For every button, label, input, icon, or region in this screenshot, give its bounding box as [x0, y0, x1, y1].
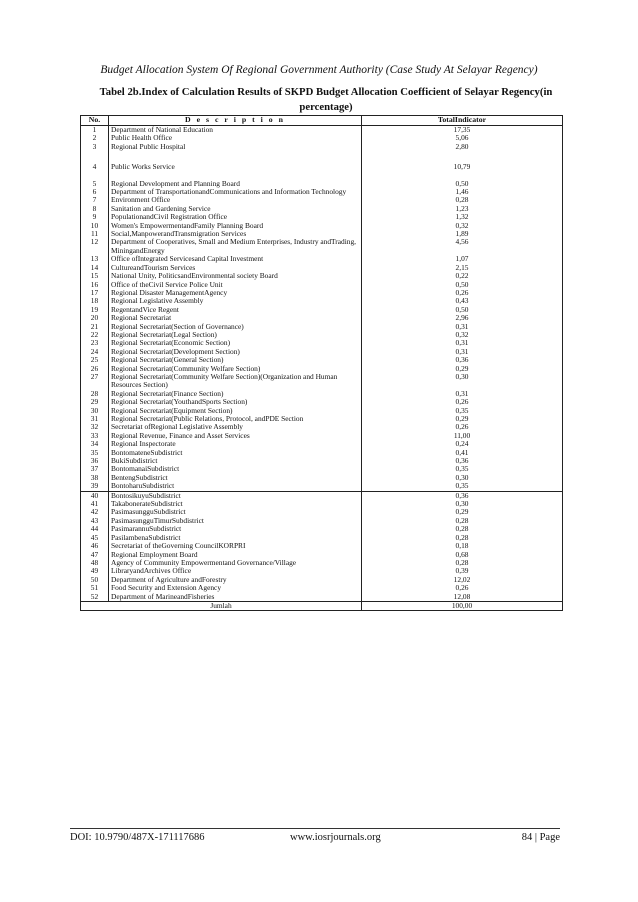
cell-val: 12,08	[362, 593, 563, 602]
cell-no: 24	[81, 348, 109, 356]
cell-desc: PasimarannuSubdistrict	[109, 525, 362, 533]
cell-no: 5	[81, 180, 109, 188]
table-row	[81, 163, 563, 179]
cell-val: 1,07	[362, 255, 563, 263]
cell-val: 11,00	[362, 432, 563, 440]
cell-no: 1	[81, 126, 109, 135]
cell-no: 34	[81, 440, 109, 448]
cell-desc: PasimasungguTimurSubdistrict	[109, 517, 362, 525]
cell-val: 1,32	[362, 213, 563, 221]
cell-desc: Regional Secretariat(Section of Governance)	[109, 323, 362, 331]
cell-val: 12,02	[362, 576, 563, 584]
cell-desc: Regional Public Hospital	[109, 143, 362, 163]
cell-no: 15	[81, 272, 109, 280]
cell-val: 0,50	[362, 306, 563, 314]
cell-no: 41	[81, 500, 109, 508]
cell-desc: TakabonerateSubdistrict	[109, 500, 362, 508]
cell-val: 17,35	[362, 126, 563, 135]
total-row	[81, 601, 563, 610]
cell-no: 37	[81, 465, 109, 473]
cell-val: 1,46	[362, 188, 563, 196]
cell-desc: Regional Disaster ManagementAgency	[109, 289, 362, 297]
cell-desc: Secretariat of theGoverning CouncilKORPRI	[109, 542, 362, 550]
cell-no: 27	[81, 373, 109, 390]
cell-val: 0,22	[362, 272, 563, 280]
cell-val: 0,29	[362, 508, 563, 516]
cell-no: 30	[81, 407, 109, 415]
cell-desc: PasilambenaSubdistrict	[109, 534, 362, 542]
cell-desc: Secretariat ofRegional Legislative Assembly	[109, 423, 362, 431]
cell-no: 6	[81, 188, 109, 196]
cell-val: 0,35	[362, 465, 563, 473]
cell-desc: Regional Secretariat(Economic Section)	[109, 339, 362, 347]
header-no: No.	[81, 116, 109, 126]
cell-val: 0,31	[362, 323, 563, 331]
cell-no: 16	[81, 281, 109, 289]
cell-val: 0,30	[362, 474, 563, 482]
cell-val: 0,28	[362, 517, 563, 525]
cell-no: 25	[81, 356, 109, 364]
cell-desc: Sanitation and Gardening Service	[109, 205, 362, 213]
cell-no: 18	[81, 297, 109, 305]
cell-val: 2,15	[362, 264, 563, 272]
cell-val: 0,41	[362, 449, 563, 457]
cell-desc: Regional Employment Board	[109, 551, 362, 559]
cell-desc: Social,ManpowerandTransmigration Services	[109, 230, 362, 238]
cell-no: 29	[81, 398, 109, 406]
cell-val: 0,31	[362, 348, 563, 356]
cell-no: 12	[81, 238, 109, 255]
cell-no: 13	[81, 255, 109, 263]
cell-desc: Public Health Office	[109, 134, 362, 142]
page-footer	[70, 828, 560, 843]
cell-val: 0,31	[362, 390, 563, 398]
cell-val: 0,35	[362, 482, 563, 491]
allocation-table	[80, 115, 563, 611]
cell-no: 9	[81, 213, 109, 221]
cell-no: 2	[81, 134, 109, 142]
cell-desc: CultureandTourism Services	[109, 264, 362, 272]
cell-val: 0,26	[362, 398, 563, 406]
cell-val: 0,29	[362, 415, 563, 423]
cell-no: 26	[81, 365, 109, 373]
cell-desc: Department of MarineandFisheries	[109, 593, 362, 602]
table-title: Tabel 2b.Index of Calculation Results of SKPD Budget Allocation Coefficient of Selayar Regency(in percentage)	[99, 86, 553, 113]
cell-desc: BontomanaiSubdistrict	[109, 465, 362, 473]
cell-val: 5,06	[362, 134, 563, 142]
cell-no: 32	[81, 423, 109, 431]
cell-desc: Regional Secretariat	[109, 314, 362, 322]
cell-val: 0,26	[362, 289, 563, 297]
cell-val: 0,32	[362, 331, 563, 339]
cell-desc: Public Works Service	[109, 163, 362, 179]
cell-desc: Regional Secretariat(Public Relations, Protocol, andPDE Section	[109, 415, 362, 423]
total-label: Jumlah	[81, 601, 362, 610]
cell-desc: Office ofIntegrated Servicesand Capital Investment	[109, 255, 362, 263]
cell-no: 40	[81, 491, 109, 500]
cell-desc: LibraryandArchives Office	[109, 567, 362, 575]
cell-val: 0,26	[362, 584, 563, 592]
cell-desc: Office of theCivil Service Police Unit	[109, 281, 362, 289]
cell-desc: Food Security and Extension Agency	[109, 584, 362, 592]
cell-no: 7	[81, 196, 109, 204]
cell-no: 44	[81, 525, 109, 533]
table-row	[81, 143, 563, 163]
cell-desc: Regional Secretariat(Community Welfare Section)	[109, 365, 362, 373]
cell-no: 8	[81, 205, 109, 213]
cell-desc: Regional Development and Planning Board	[109, 180, 362, 188]
cell-val: 4,56	[362, 238, 563, 255]
table-row	[81, 482, 563, 491]
cell-val: 0,39	[362, 567, 563, 575]
cell-desc: PasimasungguSubdistrict	[109, 508, 362, 516]
cell-val: 2,96	[362, 314, 563, 322]
running-header: Budget Allocation System Of Regional Government Authority (Case Study At Selayar Regency)	[100, 64, 538, 76]
cell-val: 0,24	[362, 440, 563, 448]
cell-val: 2,80	[362, 143, 563, 163]
cell-val: 0,36	[362, 356, 563, 364]
cell-no: 36	[81, 457, 109, 465]
cell-val: 0,36	[362, 457, 563, 465]
cell-val: 0,28	[362, 196, 563, 204]
cell-no: 39	[81, 482, 109, 491]
cell-val: 0,35	[362, 407, 563, 415]
table-row	[81, 373, 563, 390]
cell-desc: BontoharuSubdistrict	[109, 482, 362, 491]
cell-no: 10	[81, 222, 109, 230]
cell-val: 0,31	[362, 339, 563, 347]
cell-val: 0,68	[362, 551, 563, 559]
cell-val: 10,79	[362, 163, 563, 179]
cell-desc: Department of Cooperatives, Small and Medium Enterprises, Industry andTrading, MiningandEnergy	[109, 238, 362, 255]
cell-desc: BontosikuyuSubdistrict	[109, 491, 362, 500]
cell-val: 0,26	[362, 423, 563, 431]
cell-no: 47	[81, 551, 109, 559]
cell-desc: Environment Office	[109, 196, 362, 204]
cell-no: 22	[81, 331, 109, 339]
cell-no: 52	[81, 593, 109, 602]
cell-desc: Regional Secretariat(Community Welfare Section)(Organization and Human Resources Section)	[109, 373, 362, 390]
cell-desc: Department of TransportationandCommunications and Information Technology	[109, 188, 362, 196]
cell-val: 0,50	[362, 180, 563, 188]
cell-desc: Regional Secretariat(Legal Section)	[109, 331, 362, 339]
cell-val: 0,28	[362, 559, 563, 567]
table-row	[81, 593, 563, 602]
cell-desc: Regional Inspectorate	[109, 440, 362, 448]
cell-desc: BentengSubdistrict	[109, 474, 362, 482]
cell-desc: PopulationandCivil Registration Office	[109, 213, 362, 221]
cell-no: 43	[81, 517, 109, 525]
cell-no: 45	[81, 534, 109, 542]
cell-no: 11	[81, 230, 109, 238]
cell-val: 1,89	[362, 230, 563, 238]
cell-no: 20	[81, 314, 109, 322]
cell-desc: Regional Secretariat(Development Section)	[109, 348, 362, 356]
cell-val: 0,28	[362, 525, 563, 533]
cell-desc: Regional Secretariat(Finance Section)	[109, 390, 362, 398]
cell-val: 0,50	[362, 281, 563, 289]
cell-val: 1,23	[362, 205, 563, 213]
cell-no: 19	[81, 306, 109, 314]
cell-desc: BukiSubdistrict	[109, 457, 362, 465]
cell-no: 35	[81, 449, 109, 457]
header-description: D e s c r i p t i o n	[109, 116, 362, 126]
cell-no: 3	[81, 143, 109, 163]
cell-no: 33	[81, 432, 109, 440]
cell-no: 50	[81, 576, 109, 584]
table-header-row	[81, 116, 563, 126]
cell-no: 49	[81, 567, 109, 575]
cell-desc: RegentandVice Regent	[109, 306, 362, 314]
cell-no: 21	[81, 323, 109, 331]
cell-val: 0,18	[362, 542, 563, 550]
cell-desc: Regional Secretariat(General Section)	[109, 356, 362, 364]
cell-no: 23	[81, 339, 109, 347]
cell-val: 0,32	[362, 222, 563, 230]
cell-val: 0,36	[362, 491, 563, 500]
cell-no: 17	[81, 289, 109, 297]
cell-no: 14	[81, 264, 109, 272]
cell-no: 4	[81, 163, 109, 179]
cell-desc: Agency of Community Empowermentand Governance/Village	[109, 559, 362, 567]
cell-val: 0,28	[362, 534, 563, 542]
cell-desc: Department of Agriculture andForestry	[109, 576, 362, 584]
cell-desc: Regional Revenue, Finance and Asset Services	[109, 432, 362, 440]
journal-site: www.iosrjournals.org	[290, 832, 381, 843]
table-body	[81, 126, 563, 611]
header-total-indicator: TotalIndicator	[362, 116, 563, 126]
cell-desc: Regional Secretariat(Equipment Section)	[109, 407, 362, 415]
cell-no: 48	[81, 559, 109, 567]
cell-desc: National Unity, PoliticsandEnvironmental society Board	[109, 272, 362, 280]
cell-val: 0,29	[362, 365, 563, 373]
cell-desc: Regional Legislative Assembly	[109, 297, 362, 305]
cell-no: 46	[81, 542, 109, 550]
cell-desc: Women's EmpowermentandFamily Planning Board	[109, 222, 362, 230]
cell-no: 51	[81, 584, 109, 592]
total-value: 100,00	[362, 601, 563, 610]
cell-no: 31	[81, 415, 109, 423]
cell-desc: Regional Secretariat(YouthandSports Section)	[109, 398, 362, 406]
cell-val: 0,30	[362, 500, 563, 508]
cell-desc: BontomateneSubdistrict	[109, 449, 362, 457]
cell-desc: Department of National Education	[109, 126, 362, 135]
cell-val: 0,43	[362, 297, 563, 305]
cell-no: 42	[81, 508, 109, 516]
page-number: 84 | Page	[521, 832, 560, 843]
cell-no: 28	[81, 390, 109, 398]
table-row	[81, 238, 563, 255]
cell-val: 0,30	[362, 373, 563, 390]
doi-text: DOI: 10.9790/487X-171117686	[70, 832, 205, 843]
cell-no: 38	[81, 474, 109, 482]
